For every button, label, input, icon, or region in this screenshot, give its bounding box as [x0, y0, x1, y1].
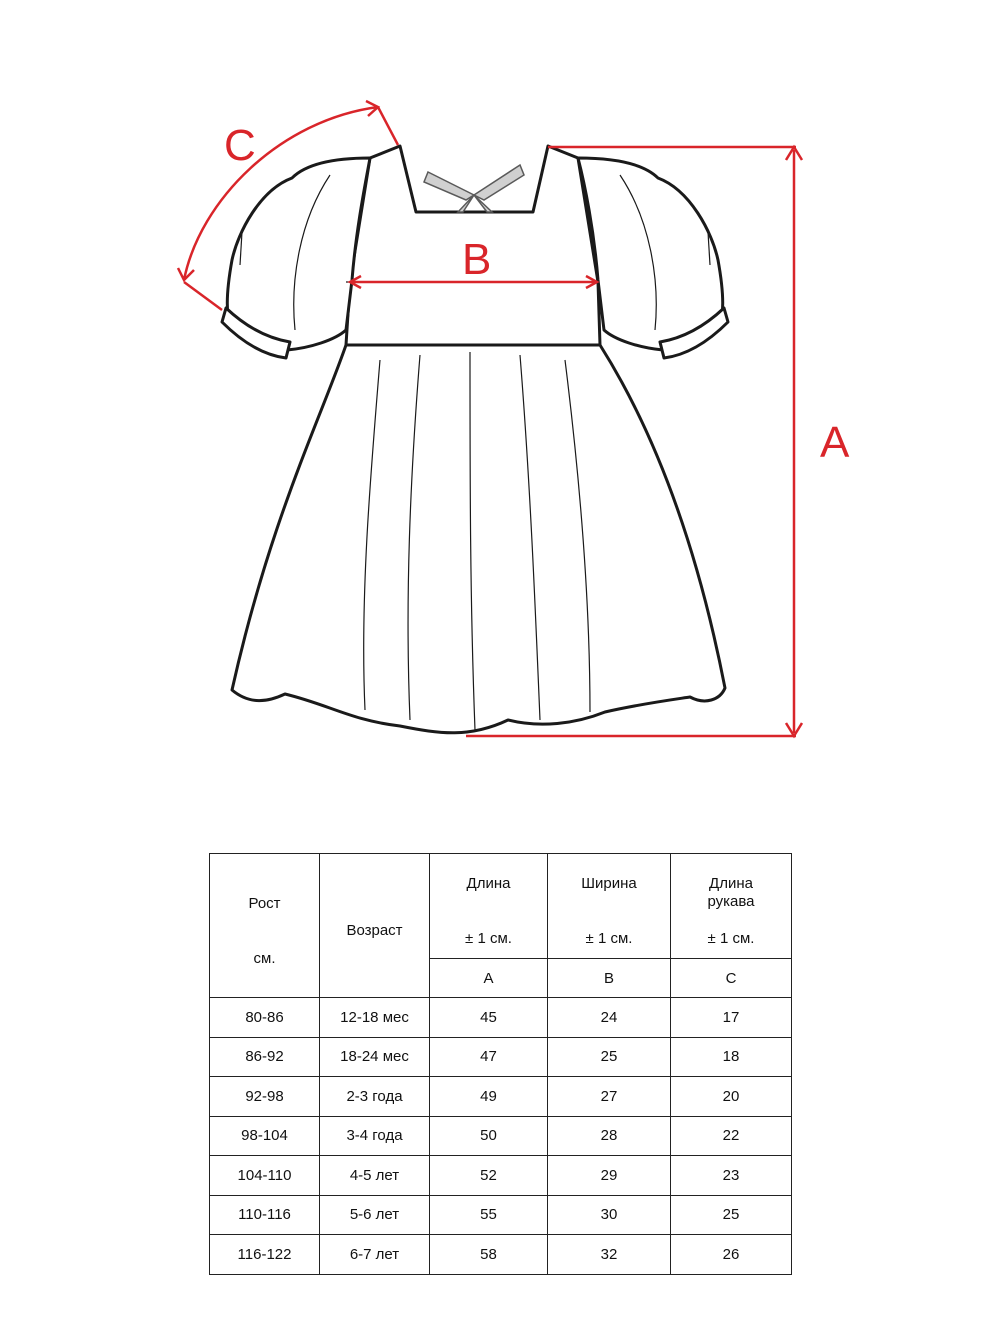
- height-cell: 116-122: [210, 1235, 320, 1275]
- width-cell: 30: [548, 1195, 671, 1235]
- age-cell: 4-5 лет: [320, 1156, 430, 1196]
- header-unit: см.: [253, 949, 276, 967]
- length-cell: 52: [430, 1156, 548, 1196]
- header-unit: ± 1 см.: [707, 930, 755, 947]
- width-cell: 28: [548, 1116, 671, 1156]
- header-title: Длина рукава: [707, 875, 755, 910]
- height-cell: 92-98: [210, 1077, 320, 1117]
- letter-cell: B: [548, 959, 671, 998]
- length-cell: 45: [430, 998, 548, 1038]
- header-age: [320, 854, 430, 998]
- width-cell: 27: [548, 1077, 671, 1117]
- table-row: [210, 1116, 792, 1156]
- height-cell: 86-92: [210, 1037, 320, 1077]
- height-cell: 110-116: [210, 1195, 320, 1235]
- height-cell: 80-86: [210, 998, 320, 1038]
- sleeve-cell: 26: [671, 1235, 792, 1275]
- header-unit: ± 1 см.: [585, 930, 633, 947]
- header-title: Длина: [466, 875, 511, 892]
- table-row: [210, 1235, 792, 1275]
- length-cell: 58: [430, 1235, 548, 1275]
- sleeve-cell: 20: [671, 1077, 792, 1117]
- header-title: Ширина: [581, 875, 637, 892]
- label-a: A: [820, 418, 850, 467]
- table-row: [210, 1195, 792, 1235]
- sleeve-cell: 18: [671, 1037, 792, 1077]
- age-cell: 6-7 лет: [320, 1235, 430, 1275]
- age-cell: 3-4 года: [320, 1116, 430, 1156]
- skirt: [232, 345, 725, 733]
- letter-cell: C: [671, 959, 792, 998]
- header-title: Рост: [248, 894, 281, 912]
- age-cell: 12-18 мес: [320, 998, 430, 1038]
- width-cell: 24: [548, 998, 671, 1038]
- table-row: [210, 1077, 792, 1117]
- length-cell: 55: [430, 1195, 548, 1235]
- header-width: [548, 854, 671, 959]
- height-cell: 98-104: [210, 1116, 320, 1156]
- table-row: [210, 1037, 792, 1077]
- sleeve-cell: 17: [671, 998, 792, 1038]
- age-cell: 18-24 мес: [320, 1037, 430, 1077]
- length-cell: 50: [430, 1116, 548, 1156]
- sleeve-cell: 22: [671, 1116, 792, 1156]
- age-cell: 2-3 года: [320, 1077, 430, 1117]
- table-row: [210, 998, 792, 1038]
- label-c: C: [224, 121, 256, 170]
- length-cell: 47: [430, 1037, 548, 1077]
- dress-outline: [222, 146, 728, 733]
- age-cell: 5-6 лет: [320, 1195, 430, 1235]
- header-length: [430, 854, 548, 959]
- height-cell: 104-110: [210, 1156, 320, 1196]
- header-sleeve: [671, 854, 792, 959]
- size-table: [209, 853, 792, 1275]
- table-header-row: [210, 854, 792, 959]
- width-cell: 32: [548, 1235, 671, 1275]
- header-unit: ± 1 см.: [465, 930, 512, 947]
- label-b: B: [462, 235, 492, 284]
- letter-cell: A: [430, 959, 548, 998]
- sleeve-cell: 23: [671, 1156, 792, 1196]
- header-title: Возраст: [346, 922, 403, 939]
- width-cell: 25: [548, 1037, 671, 1077]
- width-cell: 29: [548, 1156, 671, 1196]
- bow: [424, 165, 524, 212]
- header-height: [210, 854, 320, 998]
- length-cell: 49: [430, 1077, 548, 1117]
- sleeve-cell: 25: [671, 1195, 792, 1235]
- table-row: [210, 1156, 792, 1196]
